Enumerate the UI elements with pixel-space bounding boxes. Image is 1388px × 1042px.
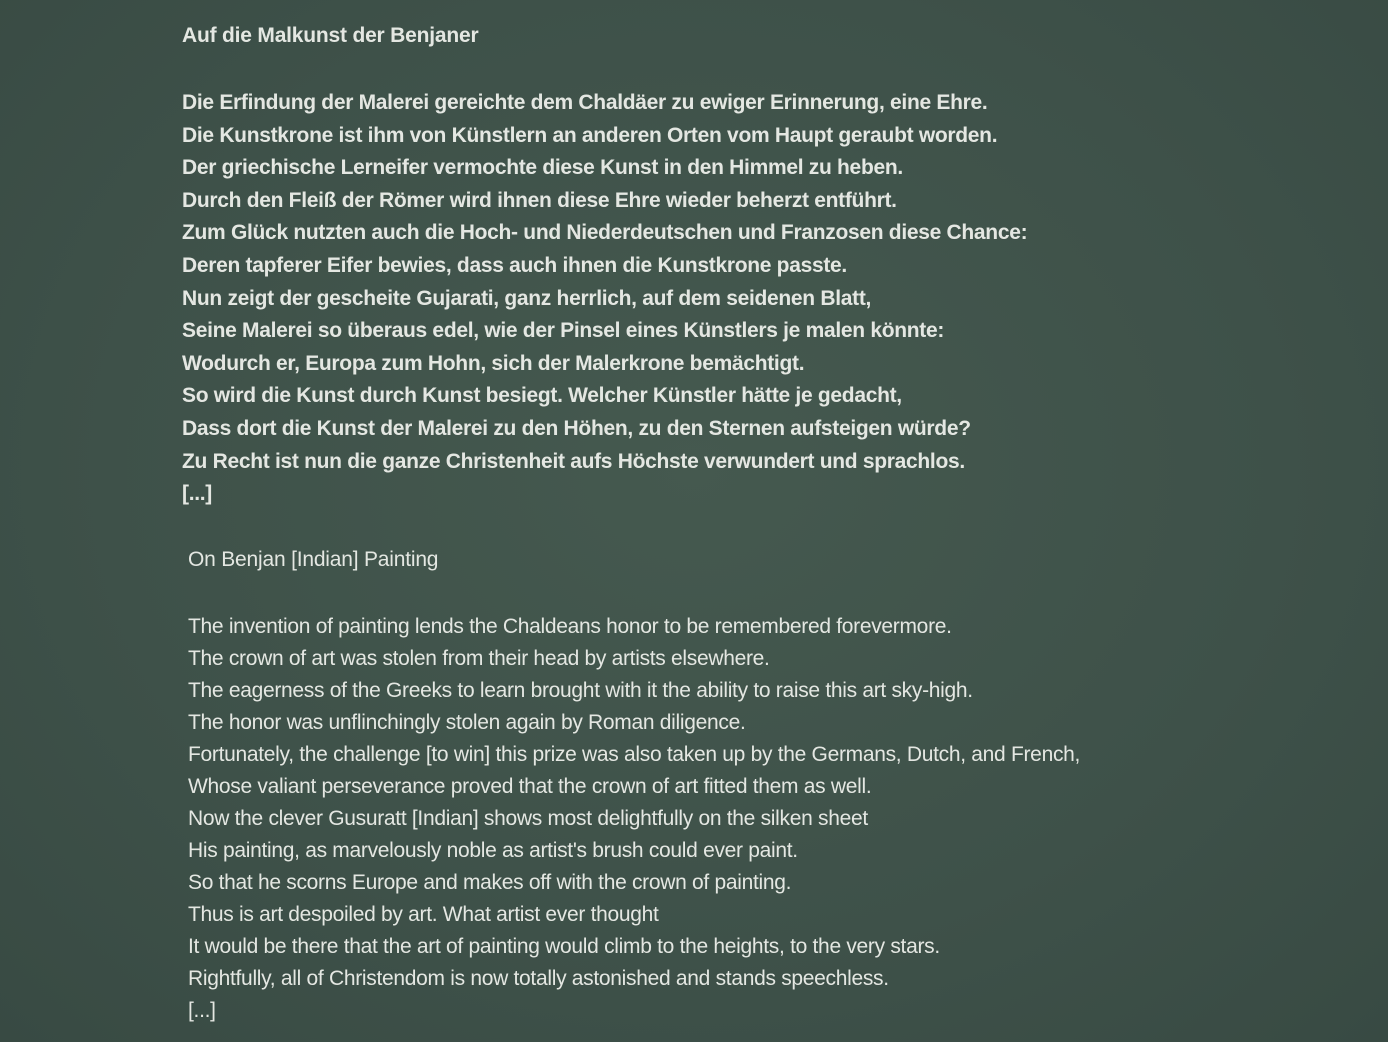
english-poem-line: Fortunately, the challenge [to win] this prize was also taken up by the Germans, Dutch, and French, [188,743,1081,766]
german-poem-line: Zum Glück nutzten auch die Hoch- und Niederdeutschen und Franzosen diese Chance: [182,221,1028,245]
english-poem-line: Thus is art despoiled by art. What artist ever thought [188,903,659,926]
english-poem-line: His painting, as marvelously noble as artist's brush could ever paint. [188,839,798,862]
german-poem-line: Nun zeigt der gescheite Gujarati, ganz herrlich, auf dem seidenen Blatt, [182,286,872,310]
german-poem-line: Dass dort die Kunst der Malerei zu den Höhen, zu den Sternen aufsteigen würde? [182,416,971,440]
english-poem-line: Now the clever Gusuratt [Indian] shows most delightfully on the silken sheet [188,807,868,830]
german-poem-line: Zu Recht ist nun die ganze Christenheit aufs Höchste verwundert und sprachlos. [182,449,965,473]
english-poem-line: So that he scorns Europe and makes off with the crown of painting. [188,871,792,894]
german-poem [182,22,1362,511]
english-poem-line: Whose valiant perseverance proved that the crown of art fitted them as well. [188,775,872,798]
german-poem-line: Seine Malerei so überaus edel, wie der Pinsel eines Künstlers je malen könnte: [182,319,945,343]
german-poem-line: Die Kunstkrone ist ihm von Künstlern an anderen Orten vom Haupt geraubt worden. [182,123,998,147]
german-poem-line: Der griechische Lerneifer vermochte diese Kunst in den Himmel zu heben. [182,156,903,180]
wall-text-panel [182,22,1362,1022]
english-poem-line: It would be there that the art of painting would climb to the heights, to the very stars. [188,935,940,958]
english-poem-line: The invention of painting lends the Chaldeans honor to be remembered forevermore. [188,615,952,638]
english-poem-line: Rightfully, all of Christendom is now totally astonished and stands speechless. [188,967,889,990]
german-poem-line: So wird die Kunst durch Kunst besiegt. Welcher Künstler hätte je gedacht, [182,384,902,408]
english-poem-line: The crown of art was stolen from their head by artists elsewhere. [188,647,770,670]
english-poem-title: On Benjan [Indian] Painting [188,548,439,571]
english-poem [188,546,1080,1027]
english-poem-line: The eagerness of the Greeks to learn brought with it the ability to raise this art sky-high. [188,679,973,702]
german-poem-line: Wodurch er, Europa zum Hohn, sich der Malerkrone bemächtigt. [182,351,805,375]
german-poem-line: Durch den Fleiß der Römer wird ihnen diese Ehre wieder beherzt entführt. [182,188,897,212]
german-poem-title: Auf die Malkunst der Benjaner [182,24,479,47]
german-poem-line: Die Erfindung der Malerei gereichte dem Chaldäer zu ewiger Erinnerung, eine Ehre. [182,91,988,114]
german-poem-line: Deren tapferer Eifer bewies, dass auch ihnen die Kunstkrone passte. [182,253,847,277]
english-poem-ellipsis: [...] [188,999,216,1022]
english-poem-line: The honor was unflinchingly stolen again by Roman diligence. [188,711,746,734]
german-poem-ellipsis: [...] [182,482,212,506]
